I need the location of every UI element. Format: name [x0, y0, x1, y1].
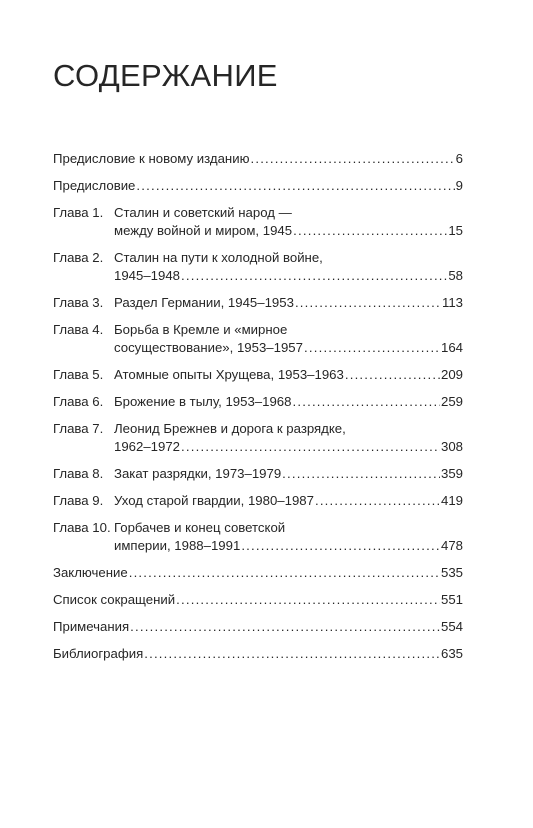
entry-line — [114, 222, 463, 240]
toc-entry — [53, 492, 463, 510]
entry-line — [53, 564, 463, 582]
page-number: 478 — [440, 538, 463, 553]
entry-body — [53, 618, 463, 636]
page-number: 535 — [440, 565, 463, 580]
entry-body — [53, 591, 463, 609]
entry-line — [114, 537, 463, 555]
entry-body — [114, 420, 463, 456]
dot-leader — [129, 564, 440, 582]
entry-body — [114, 321, 463, 357]
chapter-number: Глава 3. — [53, 295, 104, 310]
chapter-number: Глава 7. — [53, 421, 104, 436]
toc-entry — [53, 204, 463, 240]
entry-title: Борьба в Кремле и «мирное — [114, 322, 288, 337]
entry-title: 1945–1948 — [114, 268, 181, 283]
entry-line — [53, 591, 463, 609]
entry-title: Раздел Германии, 1945–1953 — [114, 295, 294, 310]
entry-line — [53, 618, 463, 636]
page-number: 15 — [448, 223, 463, 238]
dot-leader — [282, 465, 440, 483]
dot-leader — [304, 339, 440, 357]
entry-body — [53, 150, 463, 168]
entry-line — [114, 204, 463, 222]
toc-entry — [53, 465, 463, 483]
entry-title: Уход старой гвардии, 1980–1987 — [114, 493, 314, 508]
dot-leader — [144, 645, 440, 663]
dot-leader — [241, 537, 440, 555]
entry-title: Библиография — [53, 646, 144, 661]
entry-title: Предисловие к новому изданию — [53, 151, 250, 166]
chapter-number: Глава 9. — [53, 493, 104, 508]
entry-line — [114, 393, 463, 411]
entry-line — [114, 519, 463, 537]
dot-leader — [250, 150, 454, 168]
entry-line — [53, 177, 463, 195]
entry-line — [114, 465, 463, 483]
dot-leader — [181, 267, 447, 285]
page-number: 359 — [440, 466, 463, 481]
page-number: 551 — [440, 592, 463, 607]
entry-title: Примечания — [53, 619, 130, 634]
toc-entry — [53, 321, 463, 357]
dot-leader — [181, 438, 440, 456]
chapter-number: Глава 4. — [53, 322, 104, 337]
toc-entry — [53, 366, 463, 384]
toc-entry — [53, 150, 463, 168]
chapter-number: Глава 1. — [53, 205, 104, 220]
entry-title: империи, 1988–1991 — [114, 538, 241, 553]
dot-leader — [136, 177, 454, 195]
page-number: 113 — [441, 295, 463, 310]
dot-leader — [295, 294, 441, 312]
toc-entry — [53, 564, 463, 582]
entry-line — [114, 267, 463, 285]
entry-line — [53, 150, 463, 168]
page-number: 6 — [455, 151, 463, 166]
toc-entry — [53, 519, 463, 555]
entry-body — [114, 393, 463, 411]
entry-title: Горбачев и конец советской — [114, 520, 286, 535]
table-of-contents — [53, 150, 463, 672]
entry-line — [114, 492, 463, 510]
entry-line — [114, 366, 463, 384]
page-number: 419 — [440, 493, 463, 508]
entry-title: 1962–1972 — [114, 439, 181, 454]
entry-line — [114, 249, 463, 267]
chapter-number: Глава 8. — [53, 466, 104, 481]
dot-leader — [315, 492, 440, 510]
page-title: СОДЕРЖАНИЕ — [53, 58, 278, 93]
chapter-number: Глава 5. — [53, 367, 104, 382]
entry-title: между войной и миром, 1945 — [114, 223, 293, 238]
entry-line — [114, 438, 463, 456]
toc-entry — [53, 591, 463, 609]
entry-line — [114, 420, 463, 438]
page-number: 9 — [455, 178, 463, 193]
entry-body — [53, 177, 463, 195]
dot-leader — [130, 618, 440, 636]
entry-title: сосуществование», 1953–1957 — [114, 340, 303, 355]
entry-body — [114, 492, 463, 510]
entry-body — [114, 294, 463, 312]
entry-line — [114, 294, 463, 312]
page-number: 164 — [440, 340, 463, 355]
entry-line — [114, 339, 463, 357]
entry-title: Сталин на пути к холодной войне, — [114, 250, 323, 265]
page-number: 209 — [440, 367, 463, 382]
toc-entry — [53, 177, 463, 195]
page-number: 58 — [448, 268, 463, 283]
entry-body — [114, 366, 463, 384]
toc-entry — [53, 618, 463, 636]
entry-title: Закат разрядки, 1973–1979 — [114, 466, 282, 481]
chapter-number: Глава 2. — [53, 250, 104, 265]
entry-line — [114, 321, 463, 339]
page-number: 308 — [440, 439, 463, 454]
page-number: 635 — [440, 646, 463, 661]
dot-leader — [293, 222, 447, 240]
toc-entry — [53, 249, 463, 285]
page-number: 554 — [440, 619, 463, 634]
entry-line — [53, 645, 463, 663]
entry-body — [114, 465, 463, 483]
dot-leader — [345, 366, 440, 384]
toc-entry — [53, 645, 463, 663]
entry-title: Список сокращений — [53, 592, 176, 607]
dot-leader — [292, 393, 440, 411]
entry-body — [53, 564, 463, 582]
entry-body — [114, 249, 463, 285]
entry-title: Леонид Брежнев и дорога к разрядке, — [114, 421, 346, 436]
chapter-number: Глава 10. — [53, 520, 111, 535]
entry-title: Сталин и советский народ — — [114, 205, 292, 220]
entry-title: Брожение в тылу, 1953–1968 — [114, 394, 292, 409]
entry-body — [53, 645, 463, 663]
toc-entry — [53, 294, 463, 312]
entry-body — [114, 519, 463, 555]
entry-title: Предисловие — [53, 178, 136, 193]
toc-entry — [53, 393, 463, 411]
chapter-number: Глава 6. — [53, 394, 104, 409]
page-number: 259 — [440, 394, 463, 409]
entry-body — [114, 204, 463, 240]
dot-leader — [176, 591, 440, 609]
toc-entry — [53, 420, 463, 456]
entry-title: Атомные опыты Хрущева, 1953–1963 — [114, 367, 344, 382]
entry-title: Заключение — [53, 565, 128, 580]
